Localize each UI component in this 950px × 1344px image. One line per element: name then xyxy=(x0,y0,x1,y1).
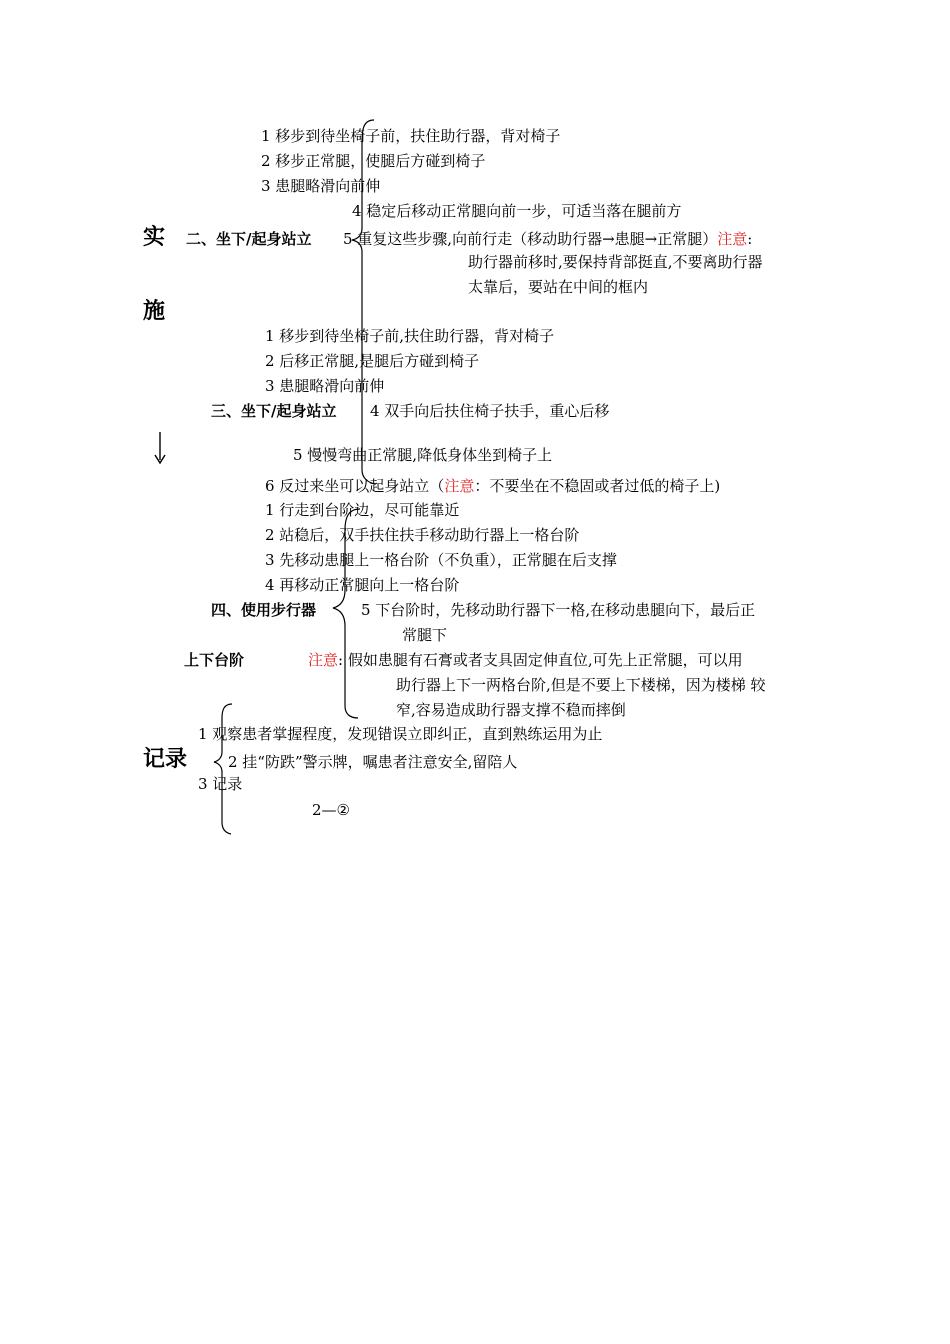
s4-subheading: 上下台阶 xyxy=(184,651,245,669)
s2-note-line-2: 太靠后，要站在中间的框内 xyxy=(468,278,649,296)
s2-note-colon: : xyxy=(747,230,753,248)
brace-record xyxy=(214,704,232,834)
s3-item-4: 4 双手向后扶住椅子扶手，重心后移 xyxy=(370,402,610,420)
record-item-2: 2 挂“防跌”警示牌，嘱患者注意安全,留陪人 xyxy=(228,753,518,771)
s4-item-2: 2 站稳后，双手扶住扶手移动助行器上一格台阶 xyxy=(265,526,580,544)
s2-note-line-1: 助行器前移时,要保持背部挺直,不要离助行器 xyxy=(468,253,763,271)
s2-item-4: 4 稳定后移动正常腿向前一步，可适当落在腿前方 xyxy=(352,202,682,220)
record-item-3: 3 记录 xyxy=(198,775,243,793)
s2-heading: 二、坐下/起身站立 xyxy=(186,230,312,248)
s3-item-6-post: ：不要坐在不稳固或者过低的椅子上) xyxy=(474,477,721,495)
s4-note-line-3: 窄,容易造成助行器支撑不稳而摔倒 xyxy=(396,701,626,719)
s3-heading: 三、坐下/起身站立 xyxy=(211,402,337,420)
s4-heading: 四、使用步行器 xyxy=(211,601,317,619)
s3-note-label: 注意 xyxy=(444,477,475,495)
s4-item-4: 4 再移动正常腿向上一格台阶 xyxy=(265,576,460,594)
s2-item-1: 1 移步到待坐椅子前，扶住助行器，背对椅子 xyxy=(261,127,561,145)
s4-note-line-2: 助行器上下一两格台阶,但是不要上下楼梯，因为楼梯 较 xyxy=(396,676,766,694)
s3-item-1: 1 移步到待坐椅子前,扶住助行器，背对椅子 xyxy=(265,327,555,345)
brace-section-2-3 xyxy=(352,120,376,484)
side-label-shi: 实 xyxy=(143,225,166,250)
s3-item-3: 3 患腿略滑向前伸 xyxy=(265,377,385,395)
s4-item-5-line-2: 常腿下 xyxy=(402,626,448,644)
record-item-1: 1 观察患者掌握程度，发现错误立即纠正，直到熟练运用为止 xyxy=(198,725,603,743)
side-label-shi2: 施 xyxy=(143,299,166,324)
brace-section-4 xyxy=(333,509,360,718)
s3-item-5: 5 慢慢弯曲正常腿,降低身体坐到椅子上 xyxy=(293,446,553,464)
page-reference: 2—② xyxy=(312,801,350,819)
s4-note-label: 注意 xyxy=(308,651,339,669)
s2-item-5-text: 5 重复这些步骤,向前行走（移动助行器→患腿→正常腿） xyxy=(343,230,718,248)
s2-item-3: 3 患腿略滑向前伸 xyxy=(261,177,381,195)
side-label-jilu: 记录 xyxy=(143,747,188,772)
s3-item-6-pre: 6 反过来坐可以起身站立（ xyxy=(265,477,445,495)
s2-item-2: 2 移步正常腿，使腿后方碰到椅子 xyxy=(261,152,486,170)
s2-note-label: 注意 xyxy=(717,230,748,248)
s4-item-3: 3 先移动患腿上一格台阶（不负重），正常腿在后支撑 xyxy=(265,551,617,569)
s4-note-text-1: : 假如患腿有石膏或者支具固定伸直位,可先上正常腿，可以用 xyxy=(338,651,743,669)
s3-item-2: 2 后移正常腿,是腿后方碰到椅子 xyxy=(265,352,480,370)
s4-item-5-line-1: 5 下台阶时，先移动助行器下一格,在移动患腿向下，最后正 xyxy=(361,601,756,619)
s4-item-1: 1 行走到台阶边，尽可能靠近 xyxy=(265,501,460,519)
